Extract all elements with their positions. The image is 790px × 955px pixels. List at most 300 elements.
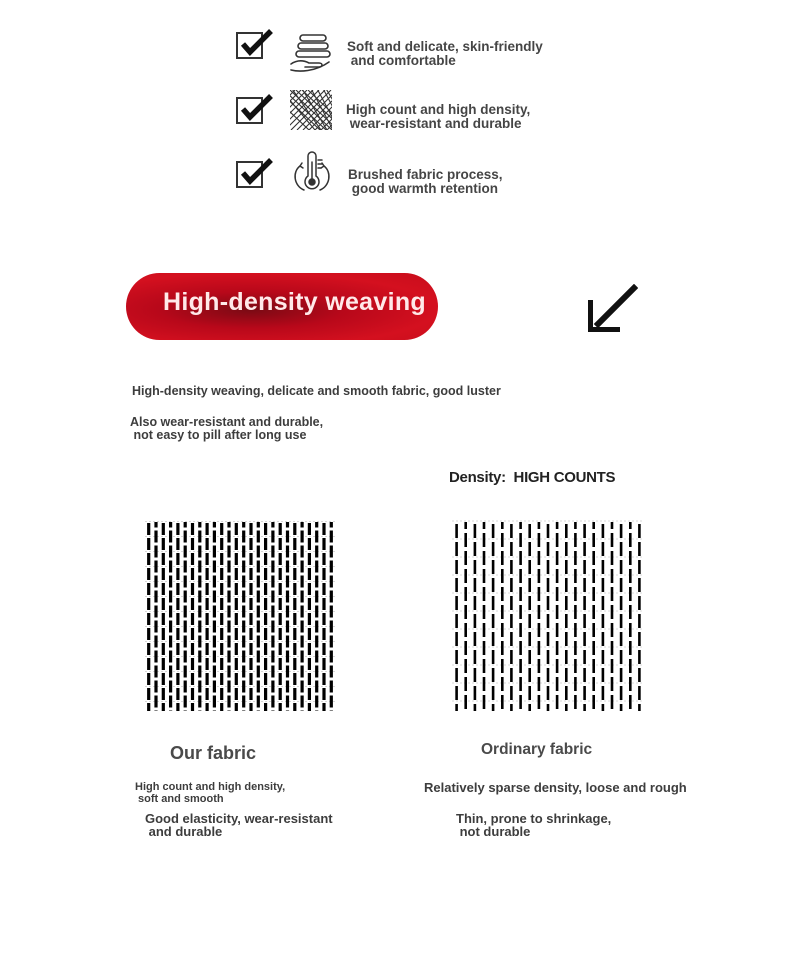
- weave-thread: [565, 686, 568, 700]
- weave-thread: [474, 686, 477, 700]
- weave-thread: [227, 522, 230, 528]
- weave-thread: [198, 546, 201, 558]
- weave-thread: [602, 614, 605, 628]
- weave-thread: [455, 686, 458, 700]
- weave-thread: [474, 578, 477, 592]
- weave-thread: [565, 632, 568, 646]
- weave-thread: [629, 551, 632, 565]
- weave-thread: [198, 636, 201, 648]
- weave-thread: [510, 578, 513, 592]
- weave-thread: [574, 641, 577, 655]
- section-description-2: Also wear-resistant and durable, not easy to pill after long use: [130, 415, 324, 442]
- weave-thread: [235, 538, 238, 550]
- weave-thread: [492, 578, 495, 592]
- weave-thread: [184, 636, 187, 648]
- weave-thread: [519, 695, 522, 709]
- weave-thread: [501, 641, 504, 655]
- weave-thread: [235, 553, 238, 565]
- weave-thread: [147, 673, 150, 685]
- section-description: High-density weaving, delicate and smooth fabric, good luster: [132, 384, 501, 398]
- our-fabric-note-2: Good elasticity, wear-resistant and durable: [145, 811, 333, 839]
- weave-thread: [213, 711, 216, 712]
- weave-thread: [147, 598, 150, 610]
- weave-thread: [519, 623, 522, 637]
- weave-thread: [191, 583, 194, 595]
- weave-thread: [528, 704, 531, 711]
- weave-thread: [271, 681, 274, 693]
- weave-thread: [501, 569, 504, 583]
- weave-thread: [162, 598, 165, 610]
- weave-thread: [330, 621, 333, 633]
- weave-thread: [213, 651, 216, 663]
- weave-thread: [227, 591, 230, 603]
- weave-thread: [308, 553, 311, 565]
- weave-thread: [322, 643, 325, 655]
- weave-thread: [519, 533, 522, 547]
- weave-thread: [220, 553, 223, 565]
- weave-thread: [249, 703, 252, 711]
- weave-thread: [602, 632, 605, 646]
- weave-thread: [538, 623, 541, 637]
- weave-thread: [556, 522, 559, 529]
- weave-thread: [483, 522, 486, 529]
- weave-thread: [510, 524, 513, 538]
- weave-thread: [538, 522, 541, 529]
- weave-thread: [169, 666, 172, 678]
- weave-thread: [227, 666, 230, 678]
- weave-thread: [242, 636, 245, 648]
- weave-thread: [322, 703, 325, 711]
- weave-thread: [264, 688, 267, 700]
- weave-thread: [147, 643, 150, 655]
- weave-thread: [293, 628, 296, 640]
- weave-thread: [315, 651, 318, 663]
- weave-thread: [315, 522, 318, 528]
- weave-thread: [583, 668, 586, 682]
- weave-thread: [547, 524, 550, 538]
- weave-thread: [271, 576, 274, 588]
- weave-thread: [322, 583, 325, 595]
- weave-thread: [227, 636, 230, 648]
- weave-thread: [308, 628, 311, 640]
- weave-thread: [279, 703, 282, 711]
- weave-thread: [322, 628, 325, 640]
- weave-thread: [154, 606, 157, 618]
- weave-thread: [169, 522, 172, 528]
- weave-thread: [206, 673, 209, 685]
- ordinary-fabric-weave: [452, 520, 644, 713]
- weave-thread: [510, 632, 513, 646]
- weave-thread: [279, 568, 282, 580]
- weave-thread: [510, 686, 513, 700]
- weave-thread: [293, 538, 296, 550]
- weave-thread: [286, 681, 289, 693]
- weave-thread: [147, 628, 150, 640]
- weave-thread: [147, 658, 150, 670]
- weave-thread: [154, 636, 157, 648]
- weave-thread: [279, 658, 282, 670]
- weave-thread: [528, 614, 531, 628]
- weave-thread: [227, 576, 230, 588]
- weave-thread: [213, 621, 216, 633]
- weave-thread: [206, 613, 209, 625]
- weave-thread: [510, 542, 513, 556]
- weave-thread: [154, 531, 157, 543]
- weave-thread: [602, 650, 605, 664]
- weave-thread: [176, 613, 179, 625]
- weave-thread: [501, 659, 504, 673]
- weave-thread: [483, 551, 486, 565]
- weave-thread: [308, 688, 311, 700]
- weave-thread: [227, 561, 230, 573]
- weave-thread: [474, 614, 477, 628]
- weave-thread: [315, 711, 318, 712]
- weave-thread: [483, 677, 486, 691]
- weave-thread: [249, 613, 252, 625]
- weave-thread: [330, 531, 333, 543]
- weave-thread: [198, 576, 201, 588]
- weave-thread: [629, 677, 632, 691]
- weave-thread: [556, 623, 559, 637]
- weave-thread: [301, 576, 304, 588]
- weave-thread: [547, 650, 550, 664]
- weave-thread: [510, 668, 513, 682]
- weave-thread: [308, 598, 311, 610]
- weave-thread: [315, 546, 318, 558]
- weave-thread: [154, 576, 157, 588]
- weave-thread: [220, 703, 223, 711]
- weave-thread: [474, 542, 477, 556]
- weave-thread: [271, 711, 274, 712]
- weave-thread: [227, 681, 230, 693]
- weave-thread: [308, 643, 311, 655]
- weave-thread: [235, 658, 238, 670]
- section-title: High-density weaving: [163, 288, 426, 316]
- weave-thread: [638, 614, 641, 628]
- weave-thread: [583, 578, 586, 592]
- weave-thread: [213, 531, 216, 543]
- weave-thread: [184, 651, 187, 663]
- weave-thread: [249, 553, 252, 565]
- feature-text-2: High count and high density, wear-resistant and durable: [346, 102, 531, 131]
- weave-thread: [301, 522, 304, 528]
- weave-thread: [519, 641, 522, 655]
- weave-thread: [301, 561, 304, 573]
- weave-thread: [330, 681, 333, 693]
- weave-thread: [220, 598, 223, 610]
- weave-thread: [629, 533, 632, 547]
- weave-thread: [176, 553, 179, 565]
- weave-thread: [455, 614, 458, 628]
- weave-thread: [249, 538, 252, 550]
- weave-thread: [279, 673, 282, 685]
- weave-thread: [574, 695, 577, 709]
- weave-thread: [242, 651, 245, 663]
- weave-thread: [213, 591, 216, 603]
- weave-thread: [538, 641, 541, 655]
- weave-thread: [315, 606, 318, 618]
- weave-thread: [492, 650, 495, 664]
- weave-thread: [206, 598, 209, 610]
- weave-thread: [629, 569, 632, 583]
- weave-thread: [198, 681, 201, 693]
- weave-thread: [147, 703, 150, 711]
- weave-thread: [264, 553, 267, 565]
- weave-thread: [264, 538, 267, 550]
- weave-thread: [565, 560, 568, 574]
- weave-thread: [176, 538, 179, 550]
- weave-thread: [565, 650, 568, 664]
- weave-thread: [227, 651, 230, 663]
- weave-thread: [213, 666, 216, 678]
- weave-thread: [301, 606, 304, 618]
- weave-thread: [611, 677, 614, 691]
- weave-thread: [286, 591, 289, 603]
- weave-thread: [322, 658, 325, 670]
- weave-thread: [629, 623, 632, 637]
- weave-thread: [528, 686, 531, 700]
- weave-thread: [176, 598, 179, 610]
- weave-thread: [330, 666, 333, 678]
- weave-thread: [198, 531, 201, 543]
- weave-thread: [308, 673, 311, 685]
- checkbox-checked-icon: [234, 28, 274, 62]
- weave-thread: [315, 561, 318, 573]
- weave-thread: [629, 605, 632, 619]
- weave-thread: [271, 522, 274, 528]
- weave-thread: [264, 613, 267, 625]
- weave-thread: [538, 677, 541, 691]
- weave-thread: [162, 568, 165, 580]
- weave-thread: [162, 628, 165, 640]
- weave-thread: [510, 614, 513, 628]
- weave-thread: [286, 576, 289, 588]
- weave-thread: [264, 628, 267, 640]
- weave-thread: [286, 546, 289, 558]
- weave-thread: [213, 561, 216, 573]
- weave-thread: [574, 569, 577, 583]
- weave-thread: [264, 643, 267, 655]
- weave-thread: [301, 546, 304, 558]
- weave-thread: [483, 605, 486, 619]
- weave-thread: [556, 677, 559, 691]
- weave-thread: [279, 553, 282, 565]
- weave-thread: [271, 546, 274, 558]
- weave-thread: [547, 614, 550, 628]
- weave-thread: [184, 591, 187, 603]
- weave-thread: [611, 569, 614, 583]
- weave-thread: [213, 606, 216, 618]
- weave-thread: [602, 560, 605, 574]
- weave-thread: [198, 522, 201, 528]
- weave-thread: [198, 666, 201, 678]
- weave-thread: [213, 522, 216, 528]
- weave-thread: [279, 583, 282, 595]
- weave-thread: [611, 659, 614, 673]
- weave-thread: [315, 531, 318, 543]
- weave-thread: [611, 551, 614, 565]
- weave-thread: [620, 686, 623, 700]
- weave-thread: [220, 688, 223, 700]
- weave-thread: [547, 596, 550, 610]
- weave-thread: [184, 681, 187, 693]
- weave-thread: [592, 605, 595, 619]
- weave-thread: [249, 643, 252, 655]
- weave-thread: [213, 576, 216, 588]
- weave-thread: [501, 695, 504, 709]
- weave-thread: [184, 522, 187, 528]
- weave-thread: [301, 711, 304, 712]
- weave-thread: [330, 522, 333, 528]
- weave-thread: [257, 666, 260, 678]
- weave-thread: [620, 704, 623, 711]
- checkbox-checked-icon: [234, 157, 274, 191]
- weave-thread: [235, 673, 238, 685]
- weave-thread: [629, 641, 632, 655]
- weave-thread: [206, 628, 209, 640]
- weave-thread: [235, 628, 238, 640]
- weave-thread: [574, 659, 577, 673]
- weave-thread: [483, 569, 486, 583]
- weave-thread: [191, 688, 194, 700]
- weave-thread: [556, 551, 559, 565]
- weave-thread: [583, 704, 586, 711]
- weave-thread: [271, 636, 274, 648]
- weave-thread: [198, 606, 201, 618]
- weave-thread: [583, 542, 586, 556]
- weave-thread: [286, 531, 289, 543]
- weave-thread: [592, 522, 595, 529]
- weave-thread: [538, 533, 541, 547]
- weave-thread: [264, 703, 267, 711]
- weave-thread: [322, 613, 325, 625]
- weave-thread: [264, 658, 267, 670]
- weave-thread: [620, 596, 623, 610]
- weave-thread: [519, 551, 522, 565]
- weave-thread: [574, 605, 577, 619]
- weave-thread: [198, 591, 201, 603]
- weave-thread: [198, 561, 201, 573]
- weave-thread: [176, 643, 179, 655]
- weave-thread: [235, 643, 238, 655]
- weave-thread: [184, 606, 187, 618]
- weave-thread: [574, 551, 577, 565]
- weave-thread: [206, 658, 209, 670]
- weave-thread: [242, 681, 245, 693]
- weave-thread: [169, 606, 172, 618]
- weave-thread: [455, 632, 458, 646]
- weave-thread: [474, 560, 477, 574]
- weave-thread: [455, 596, 458, 610]
- weave-thread: [464, 623, 467, 637]
- weave-thread: [242, 561, 245, 573]
- weave-thread: [547, 686, 550, 700]
- weave-thread: [257, 576, 260, 588]
- weave-thread: [315, 696, 318, 708]
- weave-thread: [455, 560, 458, 574]
- weave-thread: [483, 641, 486, 655]
- weave-thread: [565, 596, 568, 610]
- weave-thread: [315, 636, 318, 648]
- weave-thread: [556, 605, 559, 619]
- weave-thread: [184, 666, 187, 678]
- weave-thread: [501, 605, 504, 619]
- weave-thread: [464, 695, 467, 709]
- weave-thread: [474, 596, 477, 610]
- weave-thread: [191, 538, 194, 550]
- weave-thread: [583, 686, 586, 700]
- weave-thread: [620, 632, 623, 646]
- weave-thread: [301, 621, 304, 633]
- weave-thread: [184, 531, 187, 543]
- weave-thread: [271, 531, 274, 543]
- ordinary-fabric-note-2: Thin, prone to shrinkage, not durable: [456, 811, 612, 839]
- weave-thread: [483, 623, 486, 637]
- weave-thread: [611, 533, 614, 547]
- weave-thread: [257, 636, 260, 648]
- weave-thread: [322, 688, 325, 700]
- weave-thread: [206, 703, 209, 711]
- weave-thread: [227, 546, 230, 558]
- weave-thread: [191, 703, 194, 711]
- weave-thread: [602, 704, 605, 711]
- weave-thread: [301, 531, 304, 543]
- weave-thread: [249, 688, 252, 700]
- weave-thread: [191, 553, 194, 565]
- weave-thread: [592, 695, 595, 709]
- weave-thread: [191, 598, 194, 610]
- weave-thread: [162, 538, 165, 550]
- weave-thread: [293, 658, 296, 670]
- weave-thread: [464, 641, 467, 655]
- weave-thread: [293, 598, 296, 610]
- weave-thread: [191, 523, 194, 535]
- weave-thread: [638, 650, 641, 664]
- weave-thread: [528, 542, 531, 556]
- weave-thread: [154, 561, 157, 573]
- weave-thread: [257, 606, 260, 618]
- weave-thread: [169, 576, 172, 588]
- weave-thread: [154, 651, 157, 663]
- weave-thread: [629, 522, 632, 529]
- stacked-cloth-hand-icon: [289, 30, 333, 74]
- weave-thread: [271, 696, 274, 708]
- weave-thread: [528, 668, 531, 682]
- weave-thread: [198, 621, 201, 633]
- weave-thread: [213, 681, 216, 693]
- weave-thread: [538, 659, 541, 673]
- weave-thread: [538, 569, 541, 583]
- weave-thread: [315, 591, 318, 603]
- weave-thread: [279, 538, 282, 550]
- weave-thread: [501, 587, 504, 601]
- weave-thread: [206, 553, 209, 565]
- feature-text-3: Brushed fabric process, good warmth retention: [348, 167, 503, 196]
- weave-thread: [538, 605, 541, 619]
- weave-thread: [583, 560, 586, 574]
- weave-thread: [257, 522, 260, 528]
- weave-thread: [286, 666, 289, 678]
- weave-thread: [198, 696, 201, 708]
- weave-thread: [602, 668, 605, 682]
- weave-thread: [235, 568, 238, 580]
- our-fabric-title: Our fabric: [170, 743, 257, 763]
- weave-thread: [620, 650, 623, 664]
- weave-thread: [330, 576, 333, 588]
- weave-thread: [293, 688, 296, 700]
- weave-thread: [264, 568, 267, 580]
- weave-thread: [147, 583, 150, 595]
